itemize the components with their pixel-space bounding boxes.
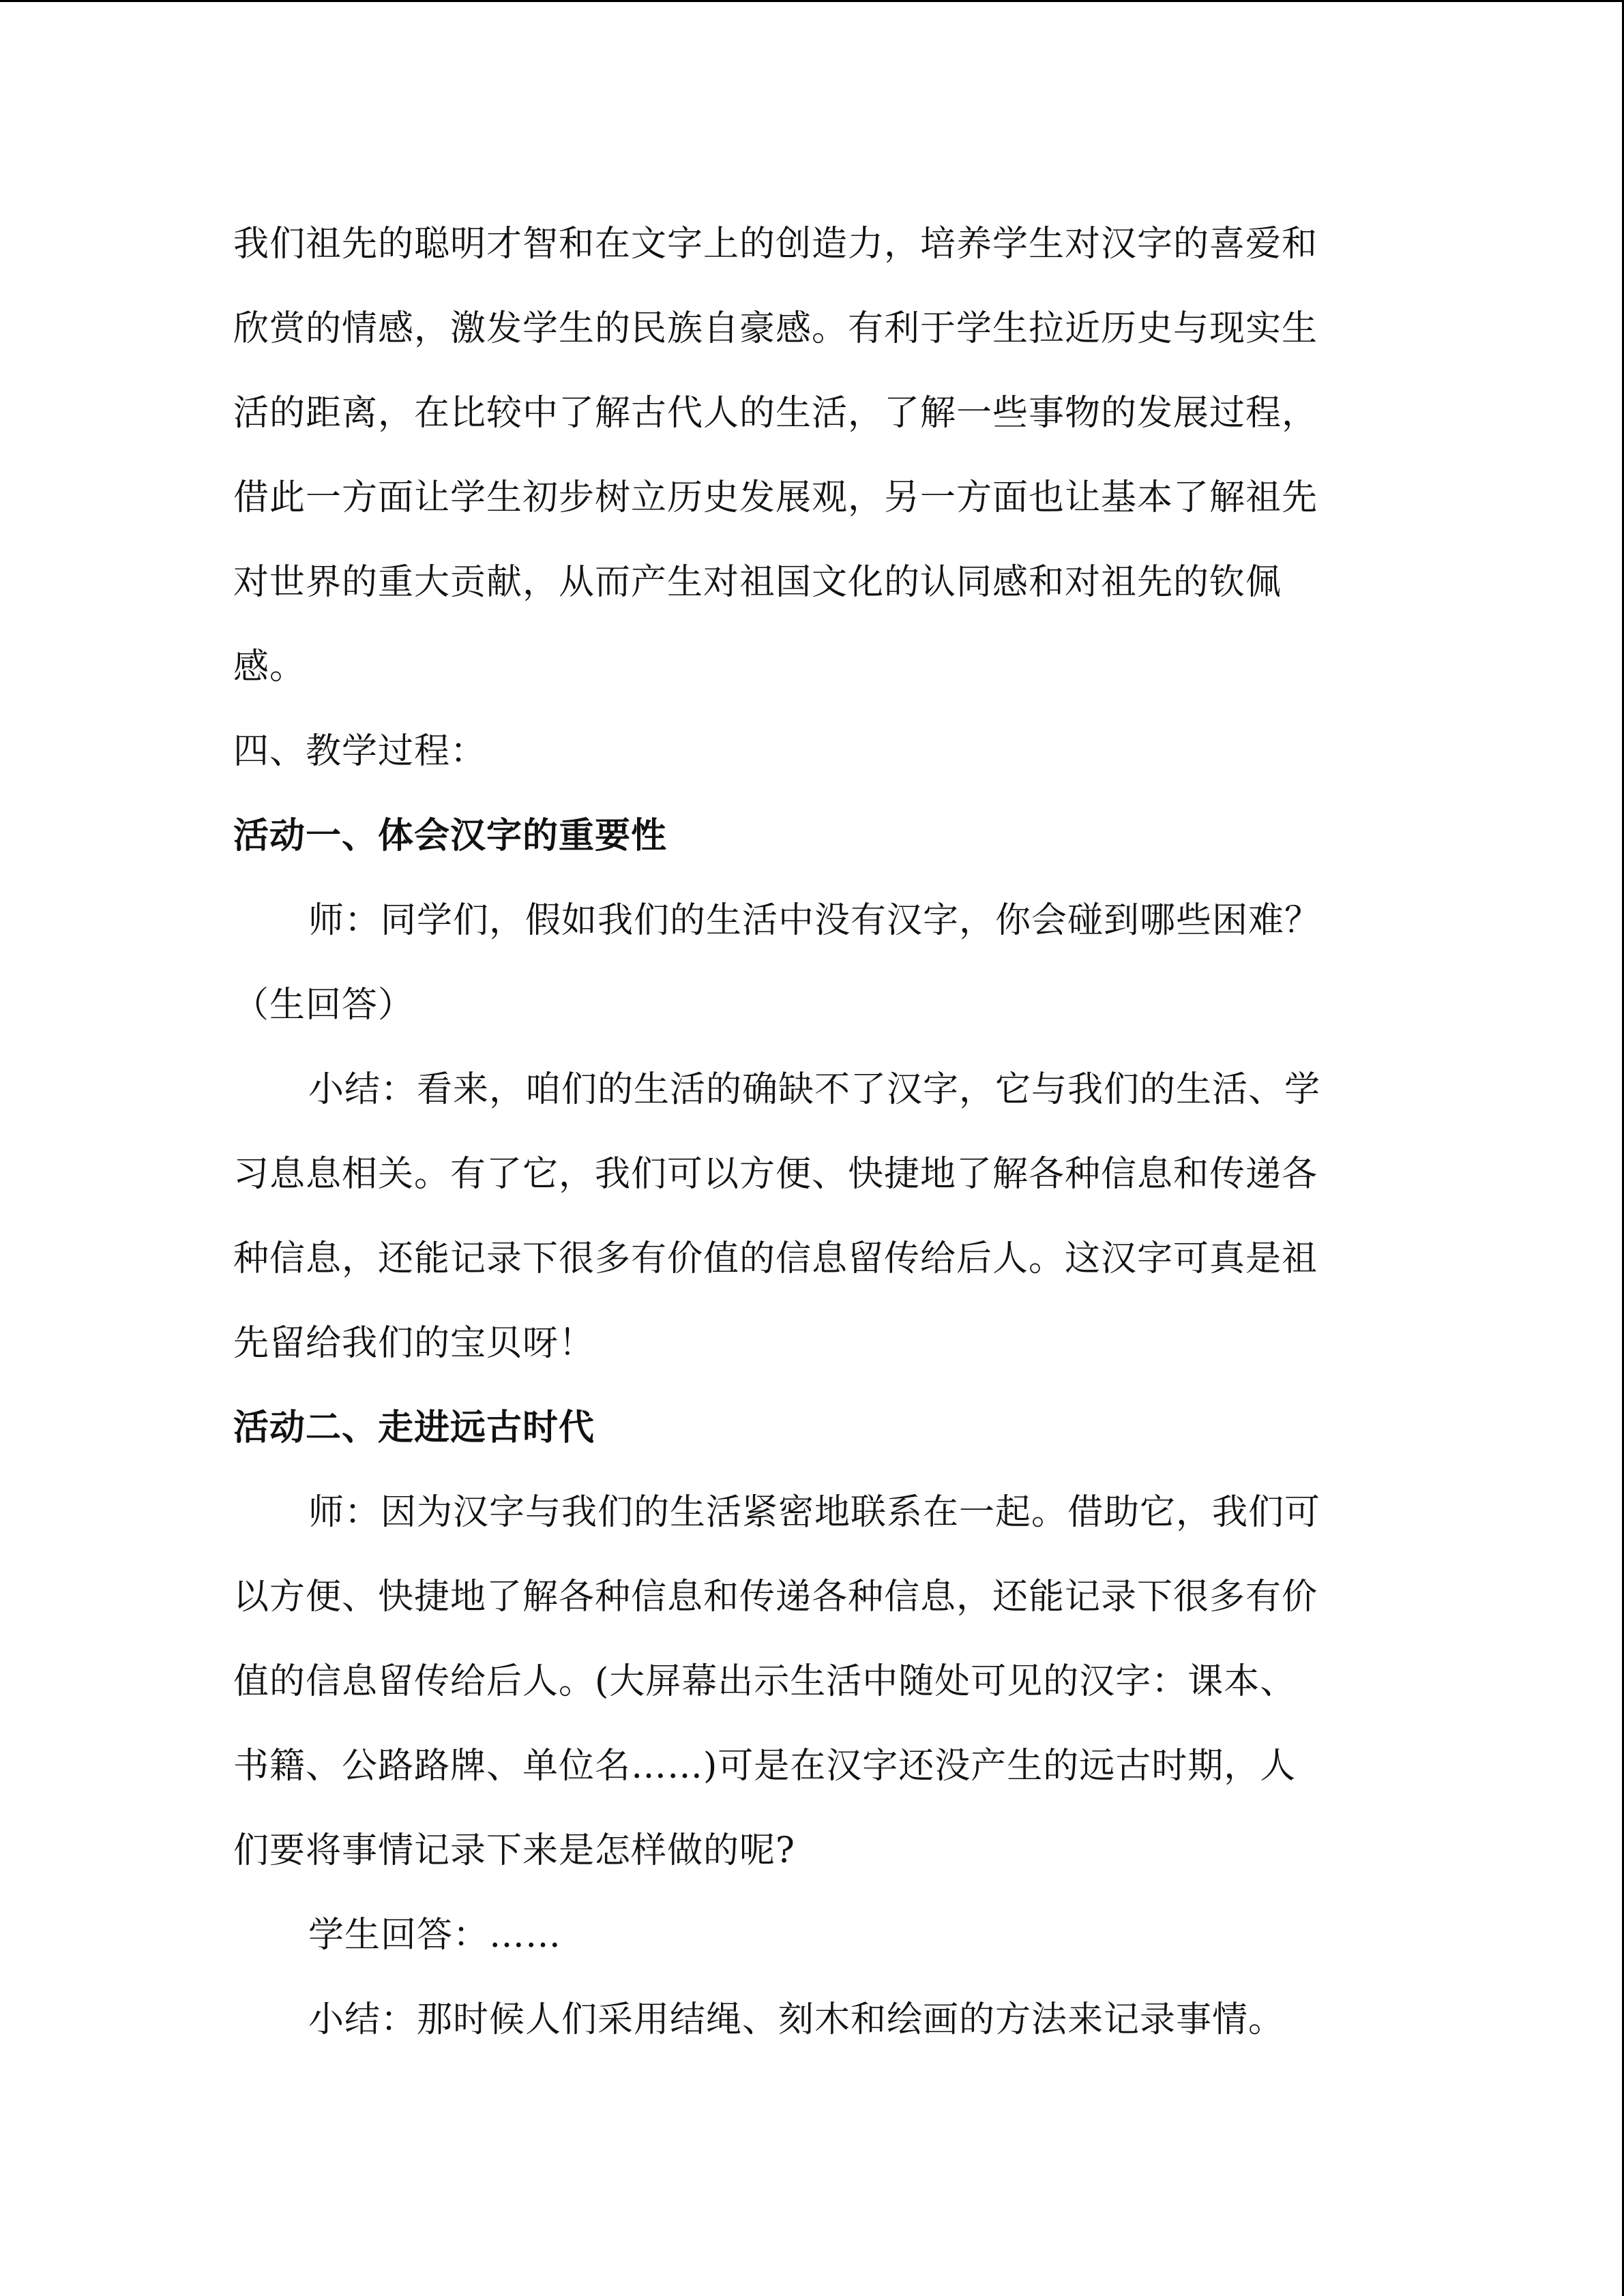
paragraph-line: 以方便、快捷地了解各种信息和传递各种信息，还能记录下很多有价 xyxy=(233,1577,1318,1617)
section-heading: 四、教学过程： xyxy=(233,731,487,772)
paragraph-line: 学生回答：…… xyxy=(308,1915,562,1956)
paragraph-line: 们要将事情记录下来是怎样做的呢? xyxy=(233,1830,795,1871)
paragraph-line: 对世界的重大贡献，从而产生对祖国文化的认同感和对祖先的钦佩 xyxy=(233,562,1282,603)
paragraph-line: 书籍、公路路牌、单位名……)可是在汉字还没产生的远古时期，人 xyxy=(233,1746,1297,1787)
paragraph-line: 值的信息留传给后人。(大屏幕出示生活中随处可见的汉字：课本、 xyxy=(233,1661,1297,1702)
paragraph-line: 师：同学们，假如我们的生活中没有汉字，你会碰到哪些困难？ xyxy=(308,900,1321,941)
activity-heading: 活动二、走进远古时代 xyxy=(233,1407,595,1448)
paragraph-line: 师：因为汉字与我们的生活紧密地联系在一起。借助它，我们可 xyxy=(308,1492,1321,1533)
paragraph-line: 小结：看来，咱们的生活的确缺不了汉字，它与我们的生活、学 xyxy=(308,1069,1321,1110)
activity-heading: 活动一、体会汉字的重要性 xyxy=(233,815,668,856)
paragraph-line: 先留给我们的宝贝呀！ xyxy=(233,1323,595,1364)
paragraph-line: 借此一方面让学生初步树立历史发展观，另一方面也让基本了解祖先 xyxy=(233,477,1318,518)
paragraph-line: 活的距离，在比较中了解古代人的生活，了解一些事物的发展过程， xyxy=(233,393,1318,434)
paragraph-line: 小结：那时候人们采用结绳、刻木和绘画的方法来记录事情。 xyxy=(308,1999,1285,2040)
page-border-top xyxy=(0,0,1624,2)
paragraph-line: 习息息相关。有了它，我们可以方便、快捷地了解各种信息和传递各 xyxy=(233,1154,1318,1195)
paragraph-line: 感。 xyxy=(233,646,306,687)
paragraph-line: 我们祖先的聪明才智和在文字上的创造力，培养学生对汉字的喜爱和 xyxy=(233,224,1318,265)
paragraph-line: 欣赏的情感，激发学生的民族自豪感。有利于学生拉近历史与现实生 xyxy=(233,308,1318,349)
paragraph-line: 种信息，还能记录下很多有价值的信息留传给后人。这汉字可真是祖 xyxy=(233,1238,1318,1279)
document-body xyxy=(233,202,1393,2062)
paragraph-line: （生回答） xyxy=(233,985,415,1026)
